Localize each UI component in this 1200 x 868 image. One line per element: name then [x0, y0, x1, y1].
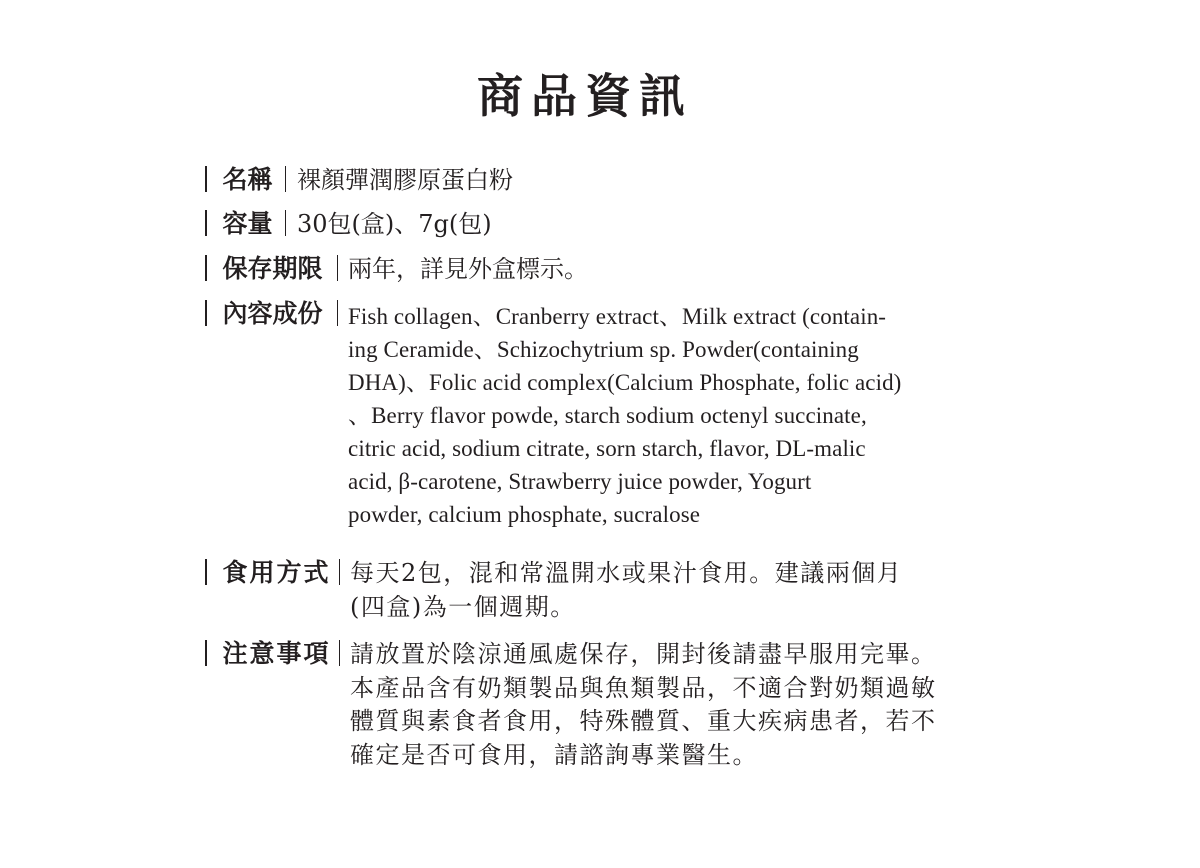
row-divider-left: [205, 210, 207, 236]
info-row-notes: [205, 638, 937, 772]
info-row-shelf-life: [205, 253, 588, 286]
info-label-notes: 注意事項: [222, 639, 331, 668]
info-label-name: 名稱: [222, 165, 273, 194]
row-divider-mid: [337, 255, 339, 281]
info-value-notes: [350, 638, 937, 772]
ingredients-line: acid, β-carotene, Strawberry juice powder, Yogurt: [348, 469, 812, 494]
info-label-shelf-life: 保存期限: [222, 254, 323, 283]
info-value-shelf-life: 兩年，詳見外盒標示。: [348, 255, 589, 283]
row-divider-left: [205, 559, 207, 585]
info-row-capacity: [205, 208, 492, 241]
info-label-capacity: 容量: [222, 209, 273, 238]
row-divider-left: [205, 255, 207, 281]
notes-line: 請放置於陰涼通風處保存，開封後請盡早服用完畢。: [350, 640, 937, 668]
row-divider-mid: [337, 300, 339, 326]
ingredients-line: citric acid, sodium citrate, sorn starch, flavor, DL-malic: [348, 436, 866, 461]
row-divider-left: [205, 640, 207, 666]
ingredients-line: 、Berry flavor powde, starch sodium octenyl succinate,: [348, 403, 867, 428]
usage-line: 每天2包，混和常溫開水或果汁食用。建議兩個月: [350, 559, 903, 587]
row-divider-mid: [285, 166, 287, 192]
info-value-ingredients: [348, 300, 901, 531]
ingredients-line: ing Ceramide、Schizochytrium sp. Powder(containing: [348, 337, 859, 362]
row-divider-mid: [285, 210, 287, 236]
info-value-name: 裸顏彈潤膠原蛋白粉: [297, 166, 514, 194]
usage-line: (四盒)為一個週期。: [350, 592, 576, 621]
info-row-name: [205, 164, 513, 197]
ingredients-line: DHA)、Folic acid complex(Calcium Phosphate, folic acid): [348, 370, 902, 395]
info-row-usage: [205, 557, 902, 624]
row-divider-mid: [339, 640, 341, 666]
row-divider-left: [205, 166, 207, 192]
info-value-capacity: 30包(盒)、7g(包): [297, 210, 492, 238]
page-title: 商品資訊: [477, 69, 693, 123]
info-row-ingredients: [205, 298, 901, 531]
notes-line: 確定是否可食用，請諮詢專業醫生。: [350, 740, 759, 769]
info-value-usage: [350, 557, 902, 624]
row-divider-mid: [339, 559, 341, 585]
info-label-ingredients: 內容成份: [222, 299, 323, 328]
notes-line: 本產品含有奶類製品與魚類製品，不適合對奶類過敏: [350, 673, 937, 702]
row-divider-left: [205, 300, 207, 326]
ingredients-line: Fish collagen、Cranberry extract、Milk extract (contain-: [348, 304, 887, 329]
ingredients-line: powder, calcium phosphate, sucralose: [348, 502, 701, 527]
info-label-usage: 食用方式: [222, 558, 331, 587]
notes-line: 體質與素食者食用，特殊體質、重大疾病患者，若不: [350, 707, 937, 735]
